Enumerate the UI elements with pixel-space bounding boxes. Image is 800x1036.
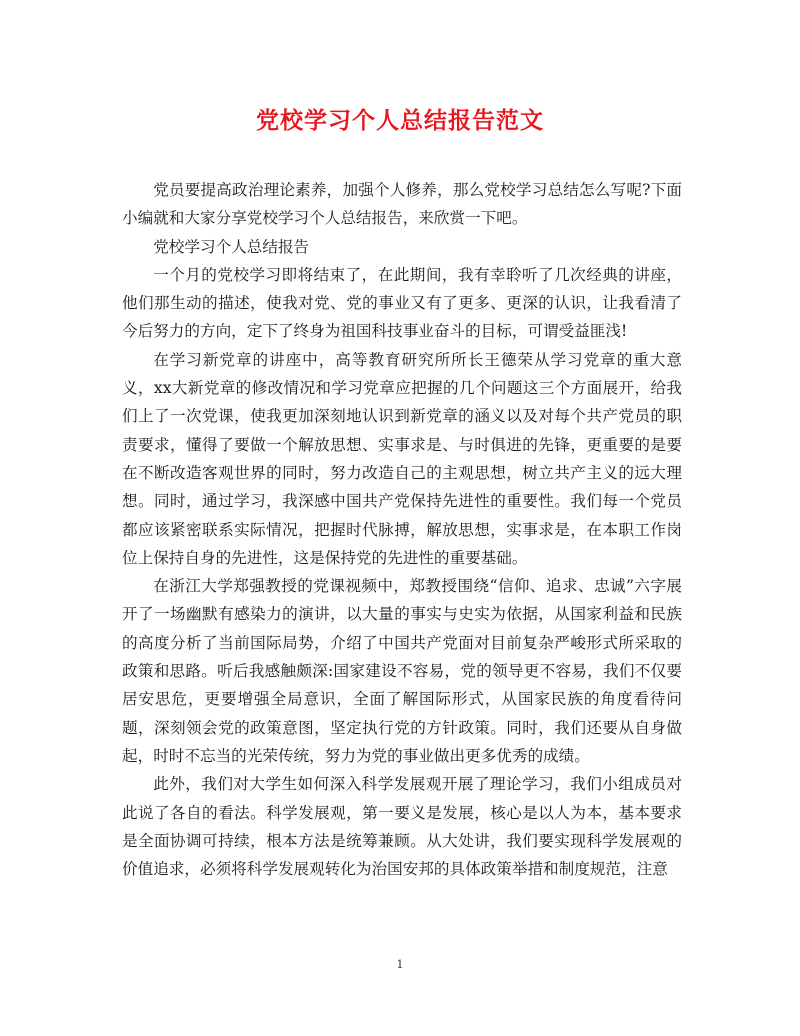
document-body: [122, 176, 682, 883]
page-number: 1: [396, 958, 404, 971]
paragraph-3: 在浙江大学郑强教授的党课视频中，郑教授围绕“信仰、追求、忠诚”六字展开了一场幽默有感染力的演讲，以大量的事实与史实为依据，从国家利益和民族的高度分析了当前国际局势，介绍了中国共产党面对目前复杂严峻形式所采取的政策和思路。听后我感触颇深:国家建设不容易，党的领导更不容易，我们不仅要居安思危，更要增强全局意识，全面了解国际形式，从国家民族的角度看待问题，深刻领会党的政策意图，坚定执行党的方针政策。同时，我们还要从自身做起，时时不忘当的光荣传统，努力为党的事业做出更多优秀的成绩。: [122, 577, 682, 765]
paragraph-1: 一个月的党校学习即将结束了，在此期间，我有幸聆听了几次经典的讲座，他们那生动的描述，使我对党、党的事业又有了更多、更深的认识，让我看清了今后努力的方向，定下了终身为祖国科技事业奋斗的目标，可谓受益匪浅!: [122, 265, 682, 341]
paragraph-4: 此外，我们对大学生如何深入科学发展观开展了理论学习，我们小组成员对此说了各自的看法。科学发展观，第一要义是发展，核心是以人为本，基本要求是全面协调可持续，根本方法是统筹兼顾。从大处讲，我们要实现科学发展观的价值追求，必须将科学发展观转化为治国安邦的具体政策举措和制度规范，注意: [122, 775, 682, 879]
paragraph-intro: 党员要提高政治理论素养，加强个人修养，那么党校学习总结怎么写呢?下面小编就和大家分享党校学习个人总结报告，来欣赏一下吧。: [122, 181, 682, 228]
paragraph-subheading: 党校学习个人总结报告: [153, 237, 310, 256]
paragraph-2: 在学习新党章的讲座中，高等教育研究所所长王德荣从学习党章的重大意义，xx大新党章的修改情况和学习党章应把握的几个问题这三个方面展开，给我们上了一次党课，使我更加深刻地认识到新党章的涵义以及对每个共产党员的职责要求，懂得了要做一个解放思想、实事求是、与时俱进的先锋，更重要的是要在不断改造客观世界的同时，努力改造自己的主观思想，树立共产主义的远大理想。同时，通过学习，我深感中国共产党保持先进性的重要性。我们每一个党员都应该紧密联系实际情况，把握时代脉搏，解放思想，实事求是，在本职工作岗位上保持自身的先进性，这是保持党的先进性的重要基础。: [122, 350, 682, 567]
document-title: 党校学习个人总结报告范文: [256, 107, 544, 134]
